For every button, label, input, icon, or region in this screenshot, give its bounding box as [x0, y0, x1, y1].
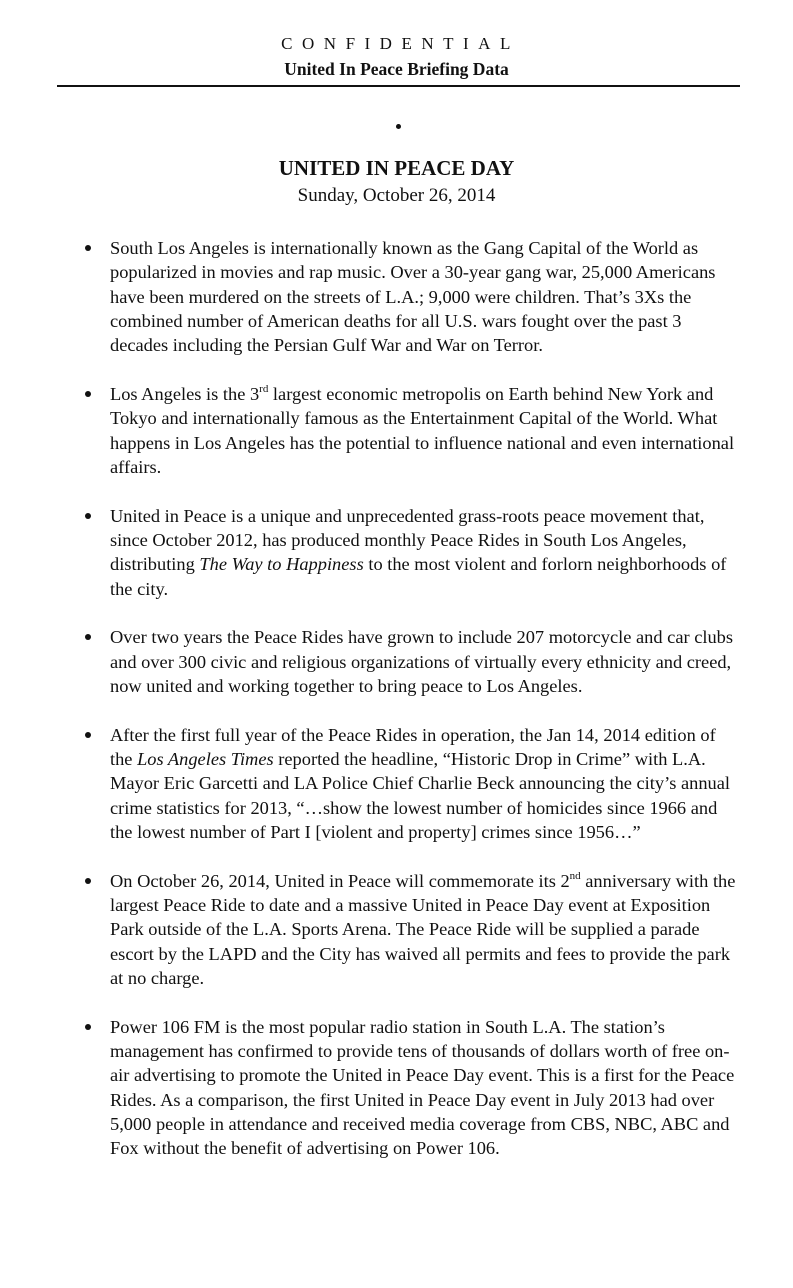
bullet-item-crime-drop	[0, 723, 793, 844]
bullet-icon	[85, 878, 91, 884]
bullet-item-power-106	[0, 1015, 793, 1161]
document-date: Sunday, October 26, 2014	[297, 185, 496, 206]
bullet-text-pre: United in Peace is a unique and unprecedented grass-roots peace movement that, since October 2012, has produced monthly Peace Rides in South Los Angeles, distributing	[110, 505, 705, 575]
ordinal-suffix: rd	[259, 382, 269, 395]
bullet-text-pre: After the first full year of the Peace Rides in operation, the Jan 14, 2014 edition of the	[110, 724, 716, 770]
newspaper-title: Los Angeles Times	[137, 749, 274, 770]
stray-bullet-dot-icon	[396, 124, 401, 129]
bullet-icon	[85, 732, 91, 738]
book-title: The Way to Happiness	[199, 554, 364, 575]
bullet-text-post: to the most violent and forlorn neighborhoods of the city.	[110, 554, 727, 599]
bullet-text: South Los Angeles is internationally known as the Gang Capital of the World as popularized in movies and rap music. Over a 30-year gang war, 25,000 Americans have been murdered on the streets of L.A.; 9,000 were children. That’s 3Xs the combined number of American deaths for all U.S. wars fought over the past 3 decades including the Persian Gulf War and War on Terror.	[110, 238, 716, 356]
bullet-icon	[85, 391, 91, 397]
bullet-text-post: anniversary with the largest Peace Ride to date and a massive United in Peace Day event at Exposition Park outside of the L.A. Sports Arena. The Peace Ride will be supplied a parade escort by the LAPD and the City has waived all permits and fees to provide the park at no charge.	[110, 870, 736, 988]
bullet-list	[0, 236, 793, 1185]
bullet-item-anniversary	[0, 869, 793, 990]
document-title: UNITED IN PEACE DAY	[278, 156, 515, 180]
bullet-text-pre: On October 26, 2014, United in Peace will commemorate its 2	[110, 870, 570, 891]
bullet-item-gang-capital	[0, 236, 793, 357]
bullet-item-united-in-peace	[0, 504, 793, 601]
bullet-text: Over two years the Peace Rides have grown to include 207 motorcycle and car clubs and over 300 civic and religious organizations of virtually every ethnicity and creed, now united and working together to bring peace to Los Angeles.	[110, 627, 734, 696]
confidential-label: CONFIDENTIAL	[281, 34, 520, 53]
header-rule	[57, 85, 740, 87]
bullet-icon	[85, 634, 91, 640]
bullet-text-pre: Los Angeles is the 3	[110, 383, 260, 404]
bullet-icon	[85, 1024, 91, 1030]
bullet-item-economic-metropolis	[0, 382, 793, 479]
bullet-icon	[85, 245, 91, 251]
bullet-icon	[85, 513, 91, 519]
bullet-text-post: reported the headline, “Historic Drop in Crime” with L.A. Mayor Eric Garcetti and LA Police Chief Charlie Beck announcing the city’s annual crime statistics for 2013, “…show the lowest number of homicides since 1966 and the lowest number of Part I [violent and property] crimes since 1956…”	[110, 749, 730, 842]
briefing-subtitle: United In Peace Briefing Data	[284, 59, 509, 79]
bullet-item-peace-rides-growth	[0, 625, 793, 698]
bullet-text-post: largest economic metropolis on Earth behind New York and Tokyo and internationally famous as the Entertainment Capital of the World. What happens in Los Angeles has the potential to influence national and even international affairs.	[110, 383, 735, 477]
ordinal-suffix: nd	[569, 869, 581, 882]
bullet-text: Power 106 FM is the most popular radio station in South L.A. The station’s management has confirmed to provide tens of thousands of dollars worth of free on-air advertising to promote the United in Peace Day event. This is a first for the Peace Rides. As a comparison, the first United in Peace Day event in July 2013 had over 5,000 people in attendance and received media coverage from CBS, NBC, ABC and Fox without the benefit of advertising on Power 106.	[110, 1016, 735, 1159]
